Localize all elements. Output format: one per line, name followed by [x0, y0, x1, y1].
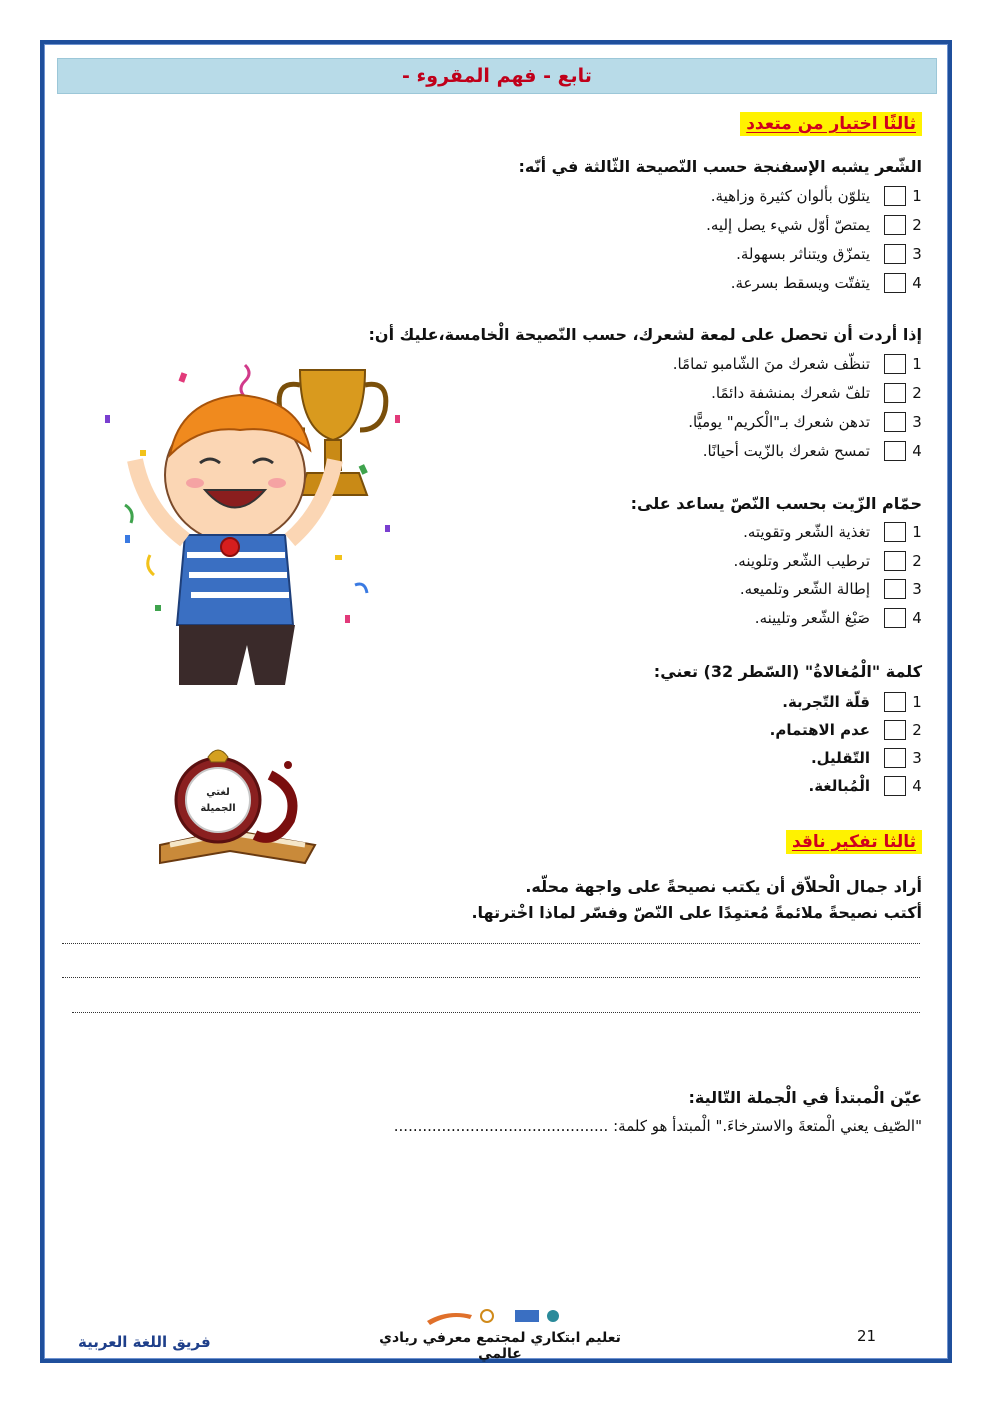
option-number: 3 — [912, 413, 922, 431]
checkbox[interactable] — [884, 441, 906, 461]
q4-option-1[interactable] — [782, 690, 922, 714]
q4-option-4[interactable] — [809, 774, 922, 798]
slogan: تعليم ابتكاري لمجتمع معرفي ريادي عالمي — [379, 1330, 621, 1362]
my-beautiful-language-logo — [150, 745, 330, 870]
page-title: تابع - فهم المقروء - — [402, 65, 592, 87]
option-number: 4 — [912, 777, 922, 795]
logo-text-line1: لغتي — [206, 787, 230, 798]
answer-line-1[interactable] — [62, 942, 920, 944]
logo-round-icon — [547, 1310, 559, 1322]
option-number: 2 — [912, 721, 922, 739]
critical-thinking-instruction: أكتب نصيحةً ملائمةً مُعتمِدًا على النّصّ وفسّر لماذا اخْترتها. — [471, 903, 922, 922]
option-text: يتمزّق ويتناثر بسهولة. — [736, 245, 870, 263]
partner-logos — [425, 1307, 575, 1327]
checkbox[interactable] — [884, 551, 906, 571]
q1-option-4[interactable] — [731, 271, 922, 295]
option-number: 1 — [912, 355, 922, 373]
option-text: يمتصّ أوّل شيء يصل إليه. — [706, 216, 870, 234]
question-4: كلمة "الْمُغالاةُ" (السّطر 32) تعني: — [653, 662, 922, 681]
option-number: 4 — [912, 274, 922, 292]
checkbox[interactable] — [884, 412, 906, 432]
boy-with-trophy-illustration — [95, 355, 415, 685]
checkbox[interactable] — [884, 244, 906, 264]
checkbox[interactable] — [884, 215, 906, 235]
critical-thinking-prompt: أراد جمال الْحلاّق أن يكتب نصيحةً على واجهة محلّه. — [525, 877, 922, 896]
checkbox[interactable] — [884, 273, 906, 293]
option-text: الْمُبالغة. — [808, 777, 870, 795]
checkbox[interactable] — [884, 776, 906, 796]
q3-option-4[interactable] — [755, 606, 922, 630]
boy-figure — [135, 395, 335, 685]
q1-option-3[interactable] — [736, 242, 922, 266]
checkbox[interactable] — [884, 186, 906, 206]
header-bar — [57, 58, 937, 94]
q1-option-1[interactable] — [711, 184, 922, 208]
checkbox[interactable] — [884, 579, 906, 599]
option-text: إطالة الشّعر وتلميعه. — [739, 580, 870, 598]
option-number: 3 — [912, 580, 922, 598]
option-number: 3 — [912, 245, 922, 263]
option-text: عدم الاهتمام. — [769, 721, 870, 739]
q2-option-2[interactable] — [711, 381, 922, 405]
checkbox[interactable] — [884, 383, 906, 403]
option-number: 4 — [912, 609, 922, 627]
page-number: 21 — [857, 1327, 877, 1345]
option-text: تغذية الشّعر وتقويته. — [743, 523, 870, 541]
option-text: التّقليل. — [810, 749, 870, 767]
q2-option-3[interactable] — [688, 410, 922, 434]
logo-circle-icon — [481, 1310, 493, 1322]
team-name: فريق اللغة العربية — [78, 1333, 211, 1351]
q3-option-3[interactable] — [740, 577, 922, 601]
question-3: حمّام الزّيت بحسب النّصّ يساعد على: — [630, 494, 922, 513]
option-number: 1 — [912, 187, 922, 205]
q4-option-2[interactable] — [770, 718, 922, 742]
answer-line-3[interactable] — [72, 1011, 920, 1013]
option-text: تمسح شعرك بالزّيت أحيانًا. — [702, 442, 870, 460]
option-number: 2 — [912, 216, 922, 234]
grammar-sentence: "الصّيف يعني الْمتعةَ والاسترخاءَ." الْمبتدأ هو كلمة: ............................................. — [393, 1117, 922, 1135]
option-text: ترطيب الشّعر وتلوينه. — [733, 552, 870, 570]
grammar-question: عيّن الْمبتدأ في الْجملة التّالية: — [688, 1088, 922, 1107]
option-number: 1 — [912, 523, 922, 541]
section-critical-thinking-title: ثالثا تفكير ناقد — [786, 830, 922, 854]
checkbox[interactable] — [884, 522, 906, 542]
option-text: تنظّف شعرك منَ الشّامبو تمامًا. — [672, 355, 870, 373]
q2-option-4[interactable] — [703, 439, 922, 463]
q2-option-1[interactable] — [673, 352, 922, 376]
option-number: 2 — [912, 552, 922, 570]
option-text: قلّة التّجربة. — [782, 693, 870, 711]
checkbox[interactable] — [884, 608, 906, 628]
option-text: تلفّ شعرك بمنشفة دائمًا. — [711, 384, 870, 402]
q1-option-2[interactable] — [706, 213, 922, 237]
option-text: تدهن شعرك بـ"الْكريم" يوميًّا. — [688, 413, 870, 431]
question-1: الشّعر يشبه الإسفنجة حسب النّصيحة الثّالثة في أنّه: — [518, 157, 922, 176]
option-number: 2 — [912, 384, 922, 402]
option-text: يتفتّت ويسقط بسرعة. — [730, 274, 870, 292]
section-multiple-choice-title: ثالثًا اختيار من متعدد — [740, 112, 922, 136]
option-text: يتلوّن بألوان كثيرة وزاهية. — [710, 187, 870, 205]
q3-option-2[interactable] — [734, 549, 922, 573]
q3-option-1[interactable] — [743, 520, 922, 544]
q4-option-3[interactable] — [811, 746, 922, 770]
checkbox[interactable] — [884, 720, 906, 740]
logo-block-icon — [515, 1310, 539, 1322]
option-number: 1 — [912, 693, 922, 711]
checkbox[interactable] — [884, 692, 906, 712]
option-number: 3 — [912, 749, 922, 767]
question-2: إذا أردت أن تحصل على لمعة لشعرك، حسب النّصيحة الْخامسة،عليك أن: — [368, 325, 922, 344]
logo-text-line2: الجميلة — [200, 803, 236, 814]
option-number: 4 — [912, 442, 922, 460]
checkbox[interactable] — [884, 354, 906, 374]
logo-swoosh-icon — [427, 1313, 472, 1325]
answer-line-2[interactable] — [62, 976, 920, 978]
checkbox[interactable] — [884, 748, 906, 768]
option-text: صَبْغ الشّعر وتليينه. — [754, 609, 870, 627]
